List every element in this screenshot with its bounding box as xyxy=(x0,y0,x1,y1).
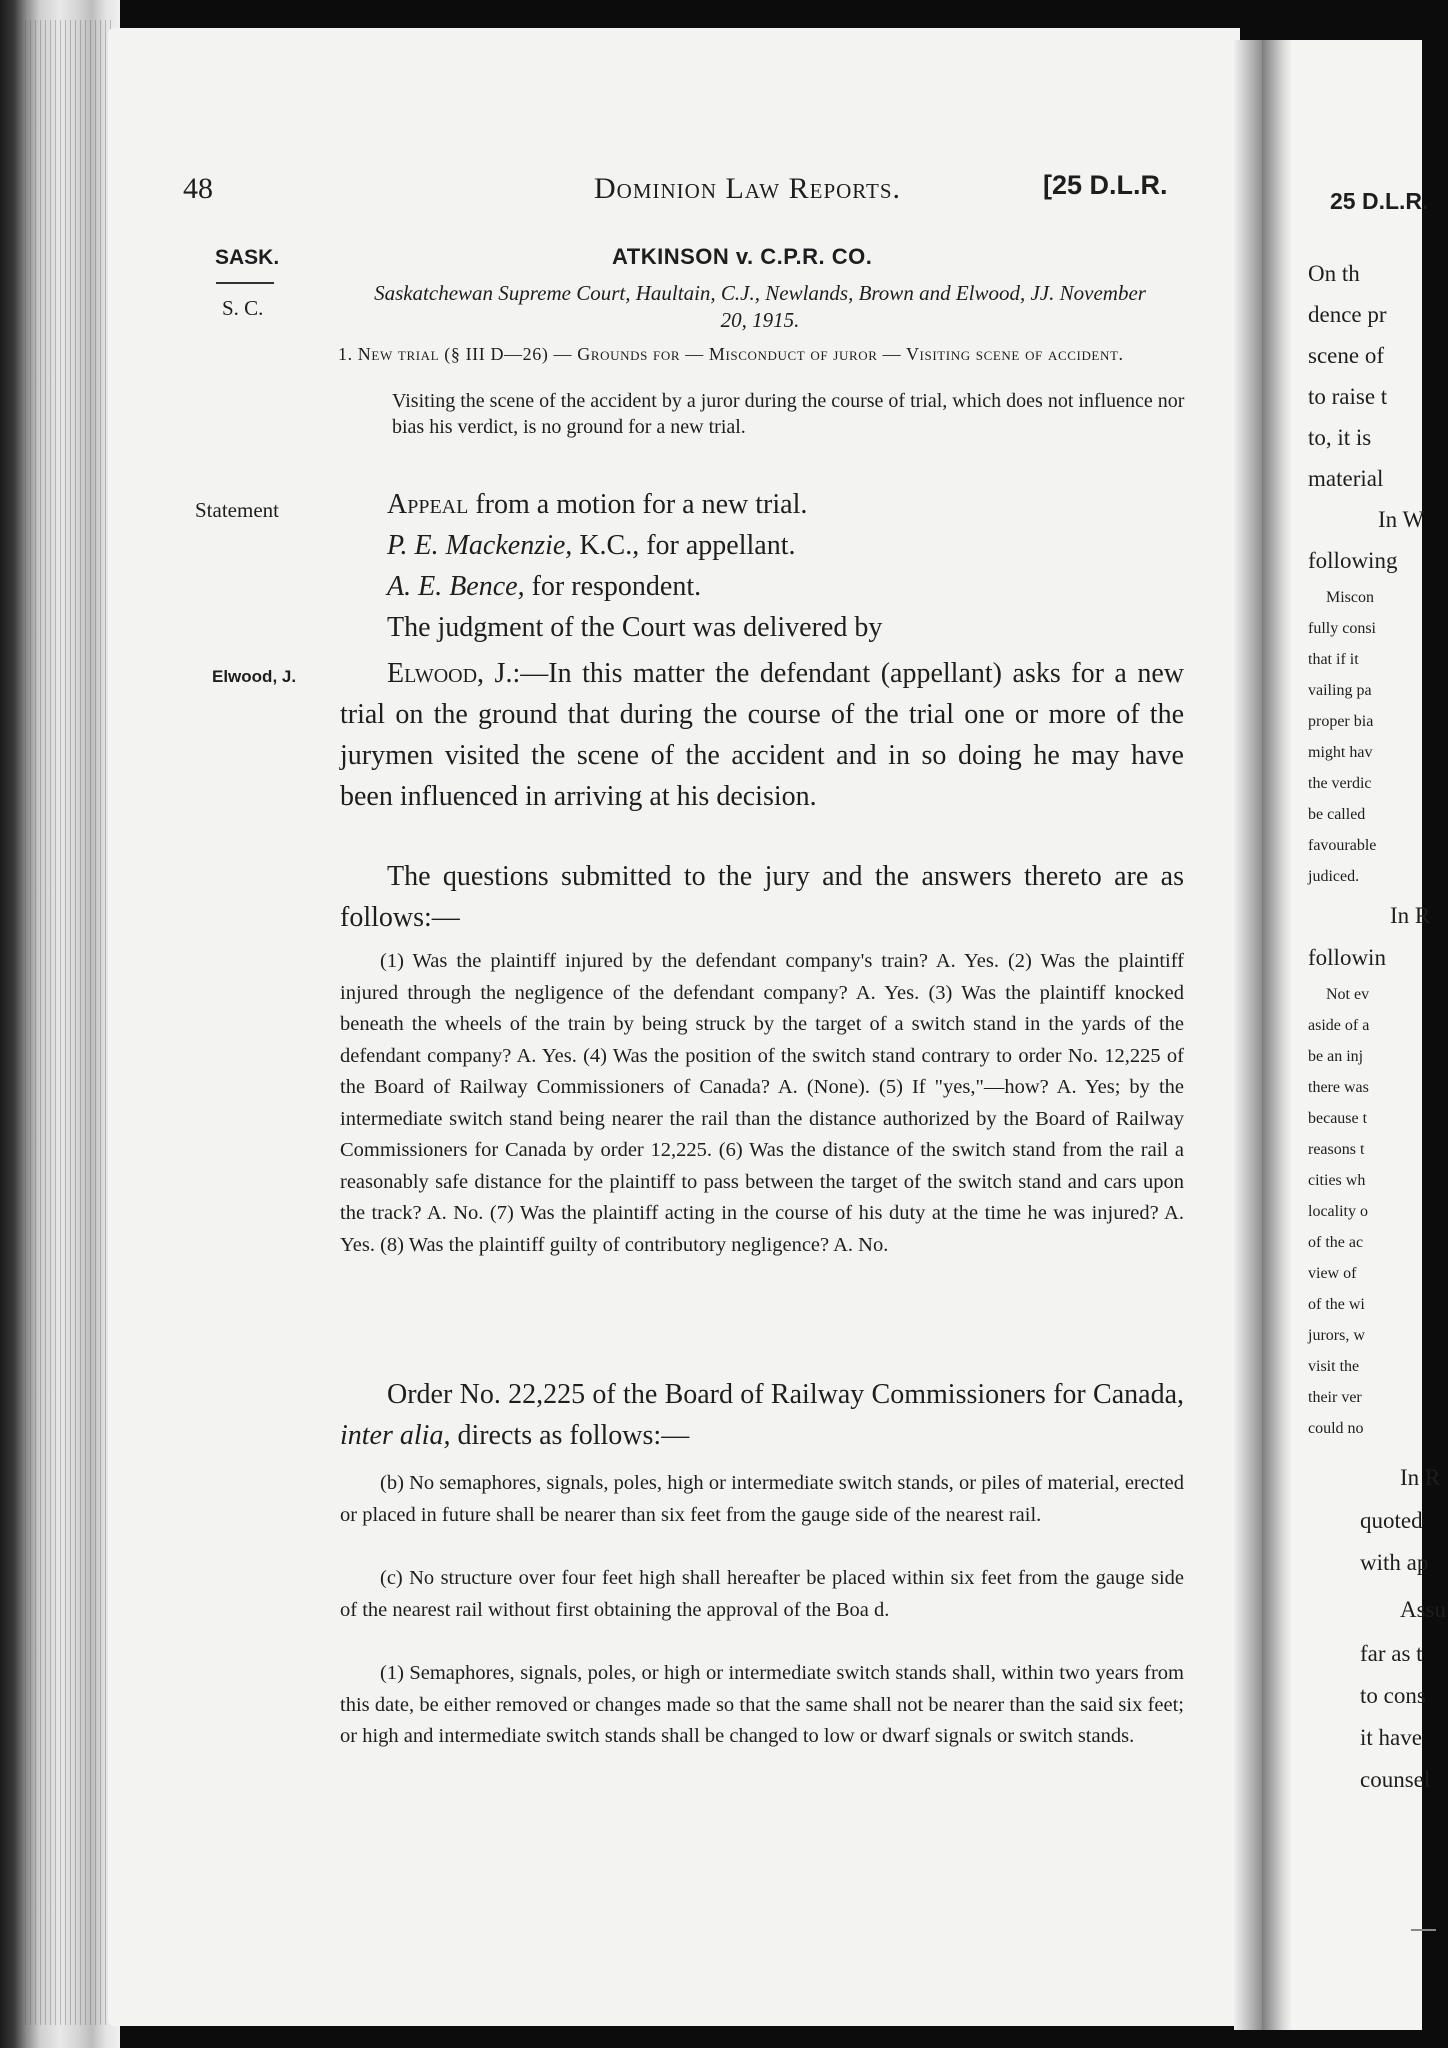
facing-small-line: aside of a xyxy=(1308,1017,1370,1034)
sidebar-divider xyxy=(216,282,274,284)
facing-line: to cons xyxy=(1360,1683,1426,1708)
facing-line: dence pr xyxy=(1308,302,1387,327)
facing-line: In R xyxy=(1400,1465,1441,1490)
province-label: SASK. xyxy=(215,246,280,269)
judgment-paragraph-3: Order No. 22,225 of the Board of Railway Commissioners for Canada, inter alia, directs as follows:— xyxy=(340,1379,1184,1451)
facing-line: to raise t xyxy=(1308,384,1388,409)
order-clause-1: (1) Semaphores, signals, poles, or high or intermediate switch stands shall, within two years from this date, be either removed or changes made so that the same shall not be nearer than the said six feet; or high and intermediate switch stands shall be changed to low or dwarf signals or switch stands. xyxy=(340,1662,1184,1747)
page-number: 48 xyxy=(183,172,213,205)
facing-line: quoted xyxy=(1360,1508,1423,1533)
facing-line: On th xyxy=(1308,261,1360,286)
facing-small-line: because t xyxy=(1308,1110,1368,1127)
facing-small-line: locality o xyxy=(1308,1203,1368,1220)
facing-small-line: view of xyxy=(1308,1265,1357,1282)
headnote-body: Visiting the scene of the accident by a juror during the course of trial, which does not influence nor bias his verdict, is no ground for a new trial. xyxy=(392,390,1185,438)
volume-reference: [25 D.L.R. xyxy=(1043,170,1168,200)
headnote-heading: 1. New trial (§ III D—26) — Grounds for — Misconduct of juror — Visiting scene of accident. xyxy=(338,344,1124,364)
judge-name: Elwood, J. xyxy=(387,658,513,689)
facing-small-line: might hav xyxy=(1308,744,1373,761)
judgment-paragraph-2: The questions submitted to the jury and the answers thereto are as follows:— xyxy=(340,861,1184,933)
facing-line: scene of xyxy=(1308,343,1384,368)
appeal-rest: from a motion for a new trial. xyxy=(468,489,808,520)
facing-small-line: vailing pa xyxy=(1308,682,1372,699)
facing-small-line: be called xyxy=(1308,806,1366,823)
facing-line: following xyxy=(1308,548,1398,573)
facing-small-line: visit the xyxy=(1308,1358,1360,1375)
appeal-lead: Appeal xyxy=(387,489,469,520)
appellant-counsel-name: P. E. Mackenzie, xyxy=(387,530,573,561)
facing-small-line: that if it xyxy=(1308,651,1359,668)
facing-small-line: Miscon xyxy=(1326,589,1374,606)
order-clause-b: (b) No semaphores, signals, poles, high or intermediate switch stands, or piles of material, erected or placed in future shall be nearer than six feet from the gauge side of the nearest rail. xyxy=(340,1472,1184,1526)
facing-line: In R xyxy=(1390,903,1431,928)
facing-small-line: proper bia xyxy=(1308,713,1374,730)
facing-line: material xyxy=(1308,466,1384,491)
facing-line: Assu xyxy=(1400,1597,1447,1622)
facing-small-line: fully consi xyxy=(1308,620,1376,637)
facing-small-line: jurors, w xyxy=(1308,1327,1365,1344)
appellant-counsel-line: P. E. Mackenzie, K.C., for appellant. xyxy=(387,530,796,561)
facing-small-line: judiced. xyxy=(1308,868,1360,885)
statement-marginal-note: Statement xyxy=(195,498,279,522)
facing-line: counsel xyxy=(1360,1767,1431,1792)
book-binding-edge xyxy=(0,0,120,2048)
case-title: ATKINSON v. C.P.R. CO. xyxy=(612,244,873,269)
facing-small-line: cities wh xyxy=(1308,1172,1366,1189)
delivered-by-line: The judgment of the Court was delivered by xyxy=(387,612,883,643)
order-clause-c: (c) No structure over four feet high shall hereafter be placed within six feet from the gauge side of the nearest rail without first obtaining the approval of the Boa d. xyxy=(340,1567,1184,1621)
facing-small-line: be an inj xyxy=(1308,1048,1364,1065)
facing-page-header: 25 D.L.R. xyxy=(1330,188,1429,214)
facing-footnote-rule xyxy=(1411,1929,1436,1931)
facing-small-line: the verdic xyxy=(1308,775,1372,792)
running-title: Dominion Law Reports. xyxy=(594,172,902,205)
court-label: S. C. xyxy=(222,296,264,320)
appeal-line xyxy=(387,489,807,521)
page-edges xyxy=(20,20,115,2025)
respondent-counsel-line: A. E. Bence, for respondent. xyxy=(387,571,702,602)
judgment-paragraph-1: Elwood, J.:—In this matter the defendant (appellant) asks for a new trial on the ground that during the course of the trial one or more of the jurymen visited the scene of the accident and in so doing he may have been influenced in arriving at his decision. xyxy=(340,658,1184,812)
facing-line: In W xyxy=(1378,507,1425,532)
facing-small-line: favourable xyxy=(1308,837,1377,854)
court-line: Saskatchewan Supreme Court, Haultain, C.J., Newlands, Brown and Elwood, JJ. November 20, 1915. xyxy=(374,281,1146,332)
facing-small-line: reasons t xyxy=(1308,1141,1365,1158)
respondent-counsel-name: A. E. Bence, xyxy=(387,571,525,602)
facing-line: followin xyxy=(1308,945,1386,970)
facing-small-line: Not ev xyxy=(1326,986,1370,1003)
judge-marginal-note: Elwood, J. xyxy=(212,667,297,686)
facing-line: it have xyxy=(1360,1725,1422,1750)
facing-line: with ap xyxy=(1360,1550,1429,1575)
facing-small-line: their ver xyxy=(1308,1389,1362,1406)
facing-line: to, it is xyxy=(1308,425,1372,450)
facing-line: far as t xyxy=(1360,1641,1423,1666)
facing-small-line: there was xyxy=(1308,1079,1369,1096)
facing-small-line: of the ac xyxy=(1308,1234,1364,1251)
jury-answers: (1) Was the plaintiff injured by the defendant company's train? A. Yes. (2) Was the plaintiff injured through the negligence of the defendant company? A. Yes. (3) Was the plaintiff knocked beneath the wheels of the train by being struck by the target of a switch stand in the yards of the defendant company? A. Yes. (4) Was the position of the switch stand contrary to order No. 12,225 of the Board of Railway Commissioners of Canada? A. (None). (5) If "yes,"—how? A. Yes; by the intermediate switch stand being nearer the rail than the distance authorized by the Board of Railway Commissioners for Canada by order 12,225. (6) Was the distance of the switch stand from the rail a reasonably safe distance for the plaintiff to pass between the target of the switch stand and cars upon the track? A. No. (7) Was the plaintiff acting in the course of his duty at the time he was injured? A. Yes. (8) Was the plaintiff guilty of contributory negligence? A. No. xyxy=(340,950,1184,1256)
facing-small-line: of the wi xyxy=(1308,1296,1365,1313)
facing-small-line: could no xyxy=(1308,1420,1364,1437)
